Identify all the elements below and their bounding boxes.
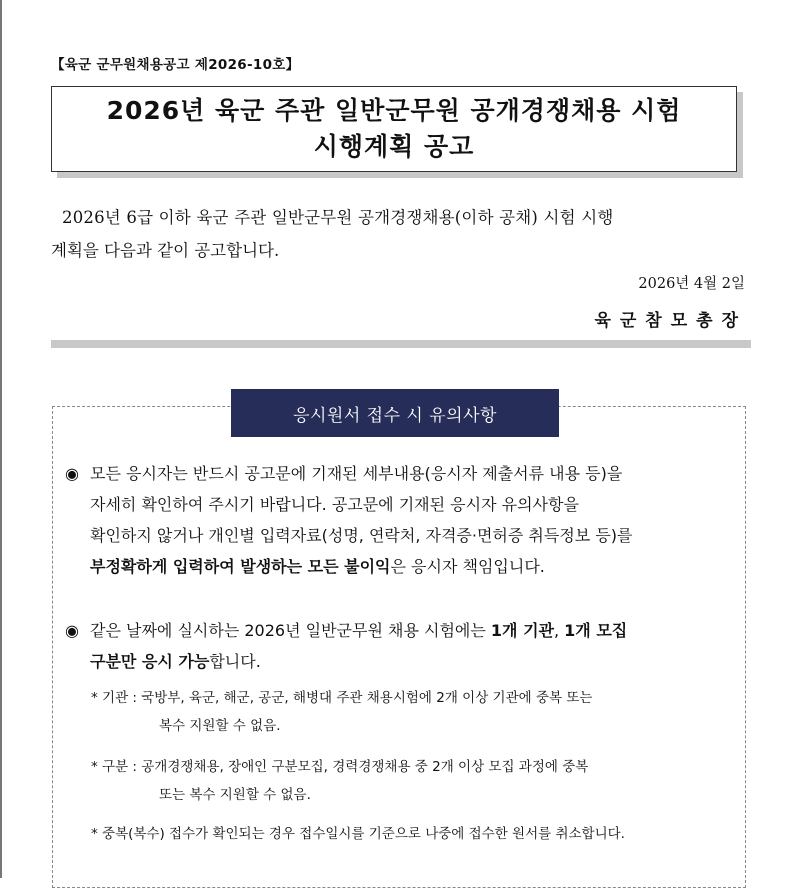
page-left-border — [0, 0, 2, 878]
page-title-line2: 시행계획 공고 — [313, 132, 475, 161]
intro-line1: 2026년 6급 이하 육군 주관 일반군무원 공개경쟁채용(이하 공채) 시험 시행 — [62, 208, 614, 227]
panel-title: 응시원서 접수 시 유의사항 — [231, 389, 559, 437]
item2-line1 — [90, 615, 741, 646]
intro-paragraph — [51, 201, 751, 267]
note-duplicate-text: * 중복(복수) 접수가 확인되는 경우 접수일시를 기준으로 나중에 접수한 원서를 취소합니다. — [91, 826, 625, 842]
item2-bold3: 구분만 응시 가능 — [90, 652, 210, 671]
notice-item-1 — [61, 458, 741, 582]
notice-number: 【육군 군무원채용공고 제2026-10호】 — [51, 57, 300, 73]
bullet-icon: ◉ — [65, 621, 79, 640]
item1-bold: 부정확하게 입력하여 발생하는 모든 불이익 — [90, 557, 391, 576]
note-duplicate — [91, 820, 741, 848]
item2-tail: 합니다. — [209, 652, 261, 671]
note-category-text2: 또는 복수 지원할 수 없음. — [159, 787, 311, 803]
announcement-date: 2026년 4월 2일 — [638, 276, 745, 292]
notice-item-2 — [61, 615, 741, 677]
note-agency-text2: 복수 지원할 수 없음. — [159, 718, 281, 734]
item2-sep: , — [553, 621, 565, 640]
item2-text1: 같은 날짜에 실시하는 2026년 일반군무원 채용 시험에는 — [90, 621, 491, 640]
intro-line2: 계획을 다음과 같이 공고합니다. — [51, 241, 280, 260]
note-category-label: * 구분 : — [91, 759, 137, 775]
section-divider — [51, 340, 751, 348]
item1-line3: 확인하지 않거나 개인별 입력자료(성명, 연락처, 자격증·면허증 취득정보 등)를 — [90, 526, 633, 545]
item2-bold2: 1개 모집 — [564, 621, 628, 640]
page-title-line1: 2026년 육군 주관 일반군무원 공개경쟁채용 시험 — [106, 96, 682, 125]
item1-line1: 모든 응시자는 반드시 공고문에 기재된 세부내용(응시자 제출서류 내용 등)을 — [90, 464, 623, 483]
item2-line2 — [90, 646, 741, 677]
bullet-icon: ◉ — [65, 464, 79, 483]
signatory: 육군참모총장 — [594, 311, 747, 331]
title-box-frame — [51, 86, 737, 172]
title-box — [51, 86, 737, 172]
item1-tail: 은 응시자 책임입니다. — [390, 557, 545, 576]
note-category-text1: 공개경쟁채용, 장애인 구분모집, 경력경쟁채용 중 2개 이상 모집 과정에 중복 — [141, 759, 589, 775]
item1-line2: 자세히 확인하여 주시기 바랍니다. 공고문에 기재된 응시자 유의사항을 — [90, 495, 579, 514]
item2-bold1: 1개 기관 — [490, 621, 554, 640]
note-agency-label: * 기관 : — [91, 690, 137, 706]
note-agency — [91, 684, 741, 740]
item1-line4 — [90, 551, 741, 582]
note-agency-text1: 국방부, 육군, 해군, 공군, 해병대 주관 채용시험에 2개 이상 기관에 중복 또는 — [141, 690, 593, 706]
note-category — [91, 753, 741, 809]
